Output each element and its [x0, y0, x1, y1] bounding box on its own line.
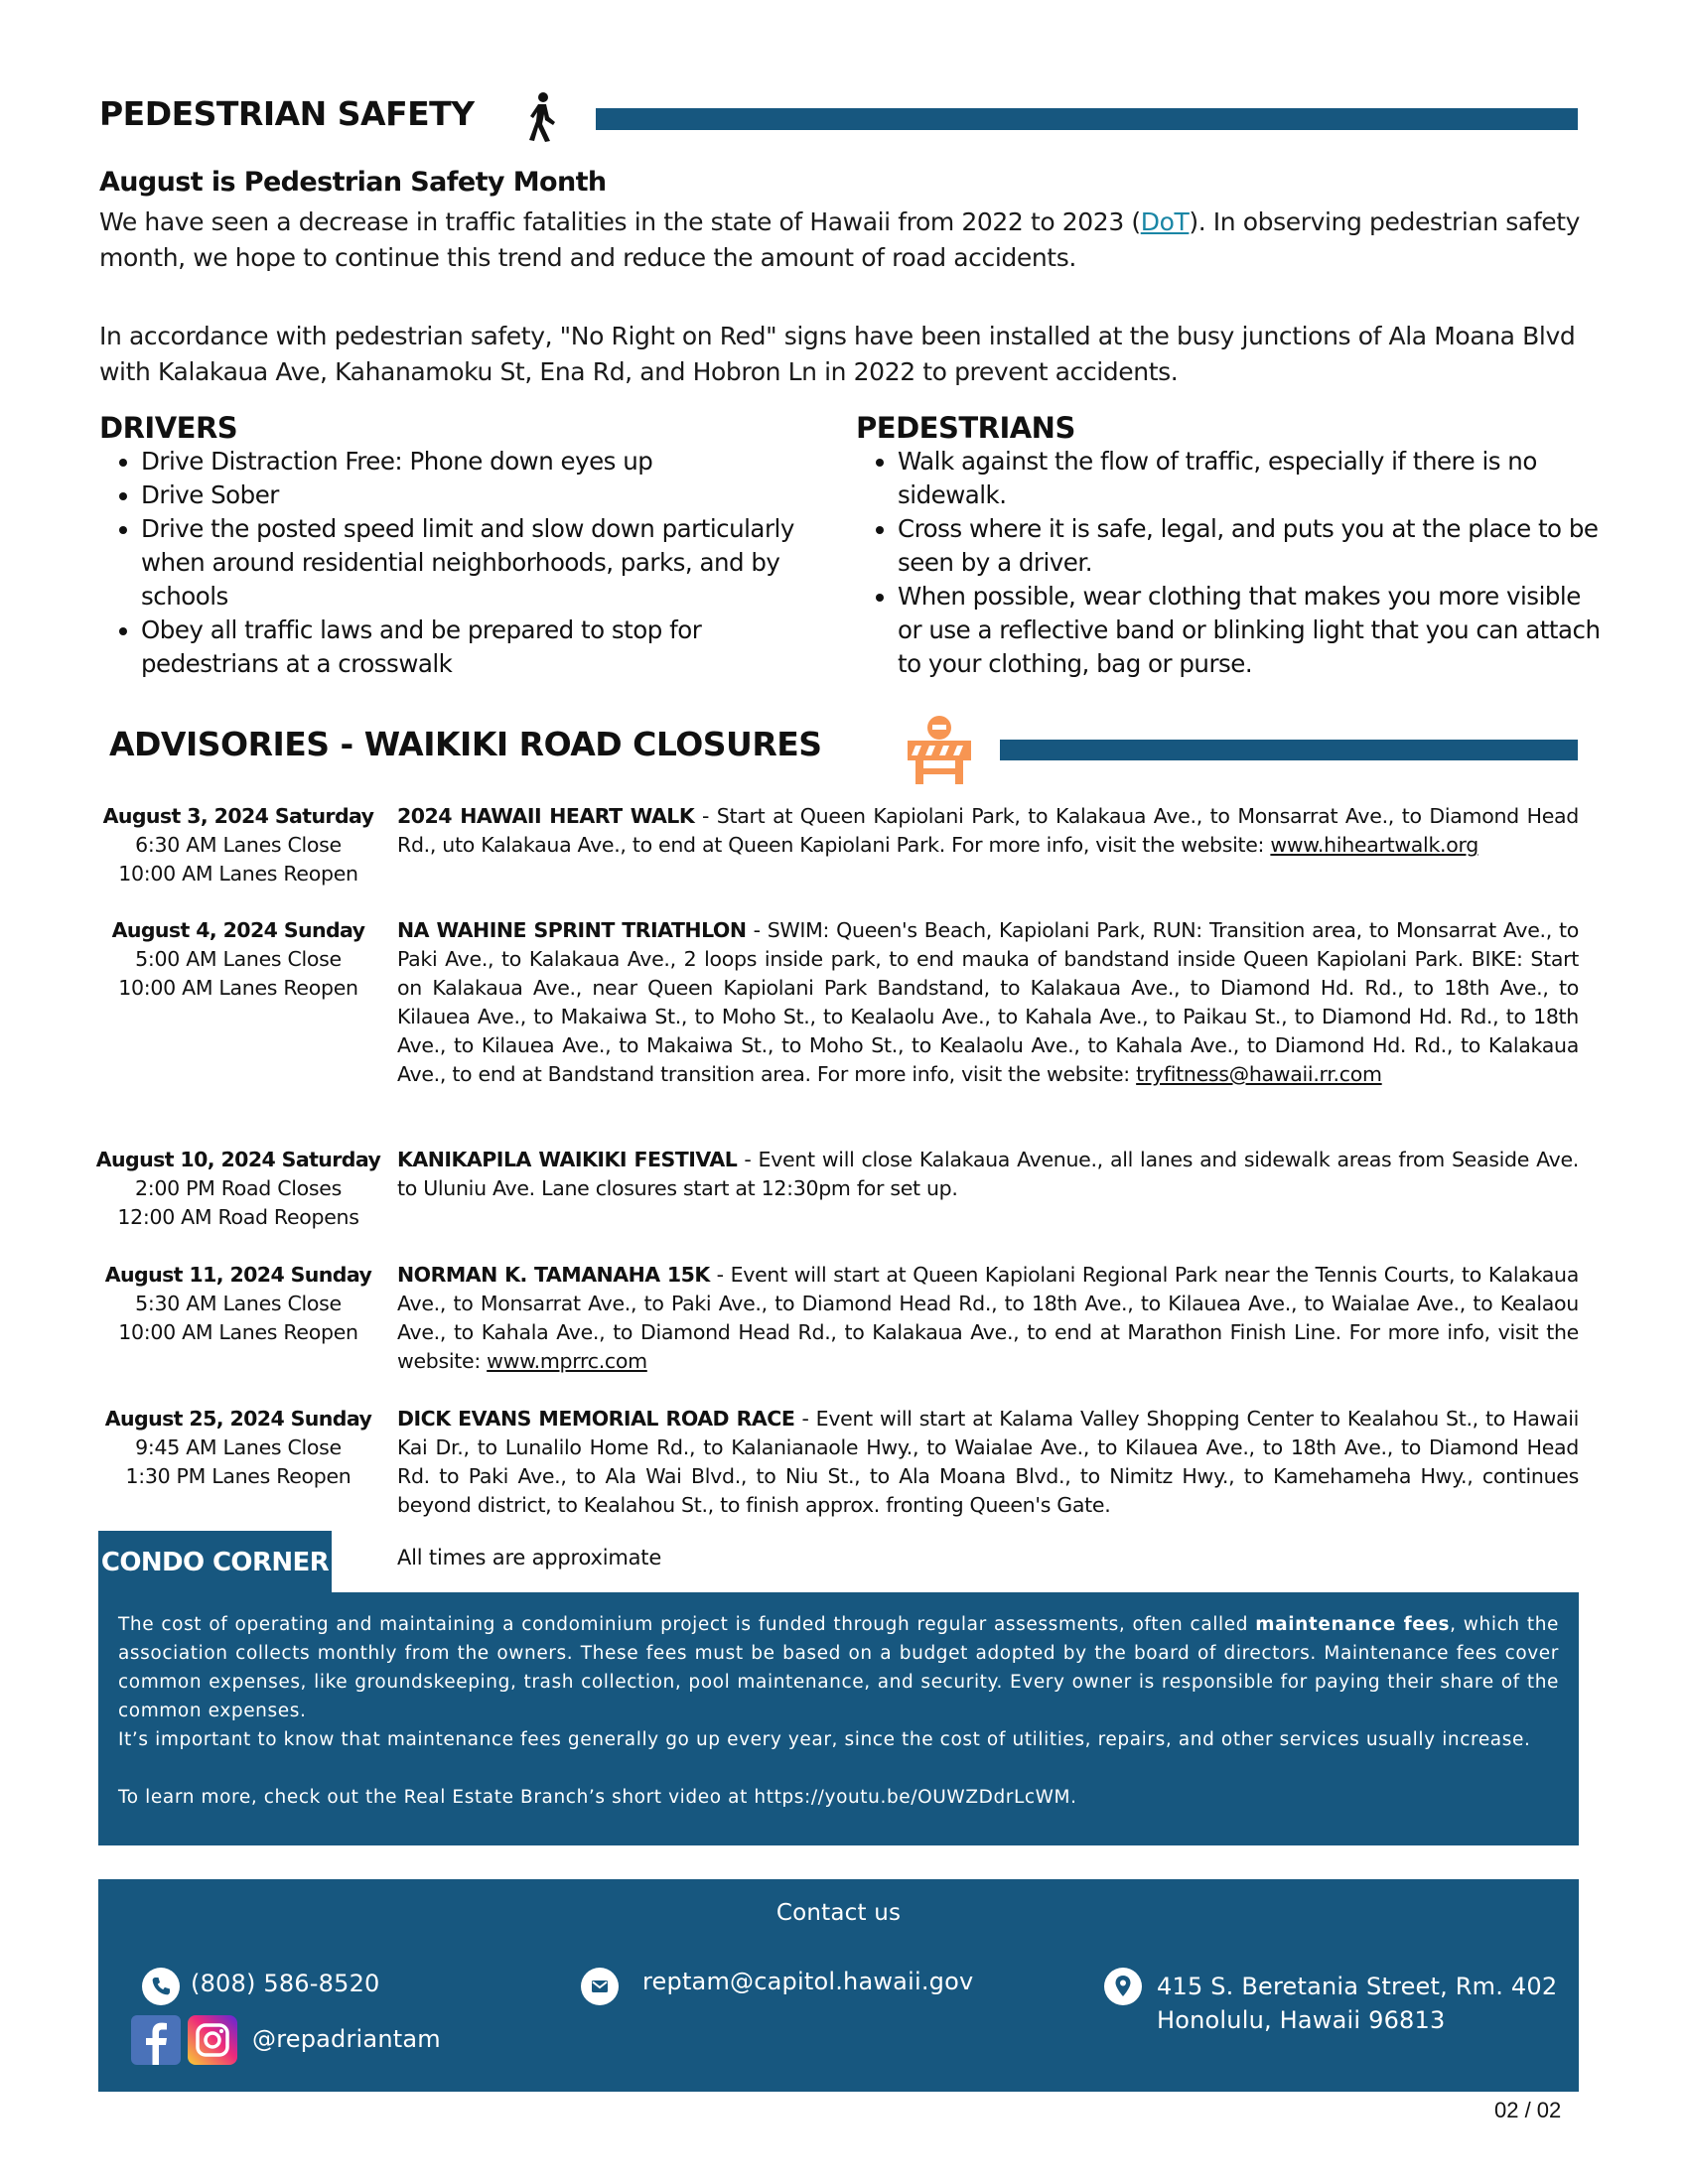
list-item: • When possible, wear clothing that makes you more visible or use a reflective band or blinking light that you can attach to your clothing, bag or purse.: [898, 580, 1611, 681]
event-description: [397, 1146, 1579, 1203]
email-icon: [581, 1968, 619, 2005]
event-date: August 11, 2024 Sunday: [104, 1263, 372, 1287]
event-website-link[interactable]: www.mprrc.com: [487, 1349, 647, 1373]
event-close-time: 6:30 AM Lanes Close: [135, 833, 342, 857]
list-item: • Obey all traffic laws and be prepared to stop for pedestrians at a crosswalk: [141, 614, 844, 681]
facebook-icon[interactable]: [131, 2015, 181, 2065]
event-title: KANIKAPILA WAIKIKI FESTIVAL: [397, 1148, 738, 1171]
event-details: - Start at Queen Kapiolani Park, to Kalakaua Ave., to Monsarrat Ave., to Diamond Head Rd., uto Kalakaua Ave., to end at Queen Kapiolani Park. For more info, visit the website:: [397, 804, 1579, 857]
event-close-time: 5:30 AM Lanes Close: [135, 1292, 342, 1315]
section-divider-bar: [596, 108, 1578, 130]
list-item: • Cross where it is safe, legal, and puts you at the place to be seen by a driver.: [898, 512, 1611, 580]
event-reopen-time: 10:00 AM Lanes Reopen: [118, 1320, 358, 1344]
event-details: - Event will close Kalakaua Avenue., all lanes and sidewalk areas from Seaside Ave. to Uluniu Ave. Lane closures start at 12:30pm for set up.: [397, 1148, 1579, 1200]
event-description: [397, 1261, 1579, 1376]
pedestrians-column: [856, 411, 1611, 681]
event-description: [397, 1405, 1579, 1520]
event-close-time: 2:00 PM Road Closes: [135, 1176, 342, 1200]
pedestrians-heading: PEDESTRIANS: [856, 411, 1075, 445]
section-divider-bar: [1000, 740, 1578, 760]
event-date: August 10, 2024 Saturday: [95, 1148, 381, 1171]
page-number: 02 / 02: [1494, 2098, 1562, 2122]
event-description: [397, 916, 1579, 1089]
drivers-heading: DRIVERS: [99, 411, 238, 445]
contact-heading: Contact us: [775, 1900, 902, 1926]
event-title: NORMAN K. TAMANAHA 15K: [397, 1263, 710, 1287]
intro-paragraph: [99, 205, 1599, 276]
pedestrians-list: [856, 445, 1611, 681]
event-title: NA WAHINE SPRINT TRIATHLON: [397, 918, 747, 942]
contact-footer: [98, 1879, 1579, 2092]
event-reopen-time: 10:00 AM Lanes Reopen: [118, 862, 358, 886]
event-email-link[interactable]: tryfitness@hawaii.rr.com: [1136, 1062, 1382, 1086]
condo-bold-term: maintenance fees: [1255, 1614, 1451, 1635]
condo-paragraph: [118, 1610, 1559, 1725]
event-description: [397, 802, 1579, 860]
address-line-1: 415 S. Beretania Street, Rm. 402: [1157, 1973, 1558, 2000]
subtitle-pedestrian-month: August is Pedestrian Safety Month: [99, 167, 607, 198]
event-schedule: [94, 1261, 382, 1347]
condo-text: The cost of operating and maintaining a condominium project is funded through regular assessments, often called: [118, 1614, 1256, 1635]
phone-icon: [142, 1968, 180, 2005]
event-schedule: [94, 916, 382, 1003]
event-schedule: [94, 1146, 382, 1232]
condo-video-paragraph: To learn more, check out the Real Estate Branch’s short video at https://youtu.be/OUWZDdrLcWM.: [118, 1787, 1077, 1808]
event-title: DICK EVANS MEMORIAL ROAD RACE: [397, 1407, 795, 1431]
event-website-link[interactable]: www.hiheartwalk.org: [1270, 833, 1478, 857]
email-address[interactable]: reptam@capitol.hawaii.gov: [642, 1968, 974, 1995]
phone-number[interactable]: (808) 586-8520: [191, 1970, 380, 1997]
condo-text-cont: , which the association collects monthly from the owners. These fees must be based on a budget adopted by the board of directors. Maintenance fees cover common expenses, like groundskeeping, trash collection, pool maintenance, and security. Every owner is responsible for paying their share of the common expenses.: [118, 1614, 1559, 1721]
event-details: - Event will start at Queen Kapiolani Regional Park near the Tennis Courts, to Kalakaua Ave., to Monsarrat Ave., to Paki Ave., to Diamond Head Rd., to 18th Ave., to Kilauea Ave., to Waialae Ave., to Kealaou Ave., to Kahala Ave., to Diamond Head Rd., to Kalakaua Ave., to end at Marathon Finish Line. For more info, visit the website:: [397, 1263, 1579, 1373]
event-details: - Event will start at Kalama Valley Shopping Center to Kealahou St., to Hawaii Kai Dr., to Lunalilo Home Rd., to Kalanianaole Hwy., to Waialae Ave., to Kilauea Ave., to 18th Ave., to Diamond Head Rd. to Paki Ave., to Ala Wai Blvd., to Niu St., to Ala Moana Blvd., to Nimitz Hwy., to Kamehameha Hwy., continues beyond district, to Kealahou St., to finish approx. fronting Queen's Gate.: [397, 1407, 1580, 1517]
section-title-advisories: ADVISORIES - WAIKIKI ROAD CLOSURES: [109, 725, 822, 763]
condo-paragraph: It’s important to know that maintenance fees generally go up every year, since the cost of utilities, repairs, and other services usually increase.: [118, 1729, 1531, 1750]
event-schedule: [94, 802, 382, 888]
walking-person-icon: [524, 91, 560, 143]
condo-corner-tab: CONDO CORNER: [98, 1531, 332, 1594]
event-date: August 25, 2024 Sunday: [104, 1407, 372, 1431]
drivers-column: [99, 411, 844, 681]
event-close-time: 9:45 AM Lanes Close: [135, 1435, 342, 1459]
list-item: • Walk against the flow of traffic, especially if there is no sidewalk.: [898, 445, 1611, 512]
list-item: • Drive Sober: [141, 478, 844, 512]
event-close-time: 5:00 AM Lanes Close: [135, 947, 342, 971]
event-date: August 3, 2024 Saturday: [102, 804, 374, 828]
drivers-list: [99, 445, 844, 681]
list-item: • Drive Distraction Free: Phone down eyes up: [141, 445, 844, 478]
event-date: August 4, 2024 Sunday: [111, 918, 365, 942]
instagram-icon[interactable]: [188, 2015, 237, 2065]
event-reopen-time: 1:30 PM Lanes Reopen: [125, 1464, 352, 1488]
no-right-on-red-paragraph: In accordance with pedestrian safety, "No Right on Red" signs have been installed at the busy junctions of Ala Moana Blvd with Kalakaua Ave, Kahanamoku St, Ena Rd, and Hobron Ln in 2022 to prevent accidents.: [99, 322, 1576, 386]
dot-link[interactable]: DoT: [1140, 207, 1190, 236]
address: [1157, 1970, 1557, 2037]
event-schedule: [94, 1405, 382, 1491]
intro-text: We have seen a decrease in traffic fatalities in the state of Hawaii from 2022 to 2023 (: [99, 207, 1141, 236]
intro-text-cont: ). In observing pedestrian safety month, we hope to continue this trend and reduce the amount of road accidents.: [99, 207, 1581, 272]
event-title: 2024 HAWAII HEART WALK: [397, 804, 695, 828]
section-title-pedestrian-safety: PEDESTRIAN SAFETY: [99, 94, 475, 133]
condo-corner-box: [98, 1592, 1579, 1845]
address-line-2: Honolulu, Hawaii 96813: [1157, 2006, 1446, 2034]
event-details: - SWIM: Queen's Beach, Kapiolani Park, RUN: Transition area, to Monsarrat Ave., to Paki Ave., to Kalakaua Ave., 2 loops inside park, to end mauka of bandstand inside Queen Kapiolani Park. BIKE: Start on Kalakaua Ave., near Queen Kapiolani Park Bandstand, to Kalakaua Ave., to Diamond Hd. Rd., to 18th Ave., to Kilauea Ave., to Makaiwa St., to Moho St., to Kealaolu Ave., to Kahala Ave., to Paikau St., to Diamond Hd. Rd., to 18th Ave., to Kilauea Ave., to Makaiwa St., to Moho St., to Kealaolu Ave., to Kahala Ave., to Diamond Hd. Rd., to Kalakaua Ave., to end at Bandstand transition area. For more info, visit the website:: [397, 918, 1579, 1086]
road-barrier-icon: [906, 715, 973, 784]
list-item: • Drive the posted speed limit and slow down particularly when around residential neighborhoods, parks, and by schools: [141, 512, 844, 614]
location-pin-icon: [1104, 1968, 1142, 2005]
event-reopen-time: 12:00 AM Road Reopens: [117, 1205, 359, 1229]
times-approximate-note: All times are approximate: [397, 1546, 662, 1570]
event-reopen-time: 10:00 AM Lanes Reopen: [118, 976, 358, 1000]
social-handle[interactable]: @repadriantam: [252, 2025, 441, 2053]
